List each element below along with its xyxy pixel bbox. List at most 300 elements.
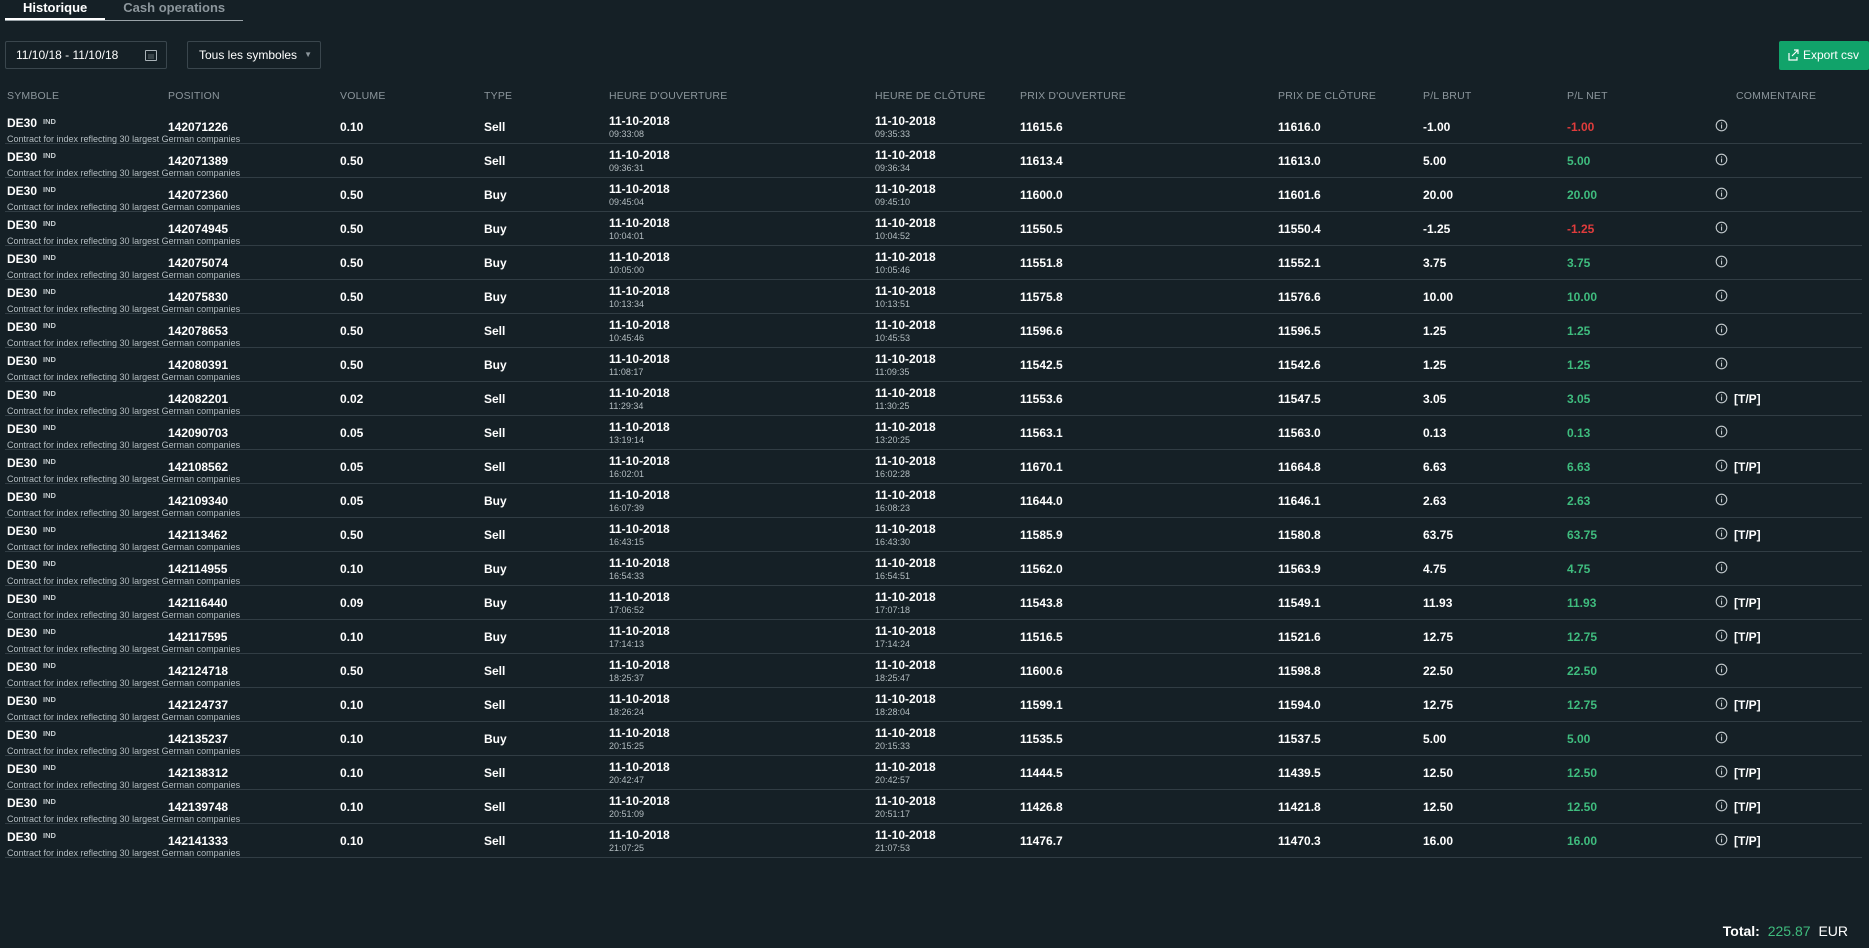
open-time: 16:43:15 [609, 537, 645, 547]
close-price: 11596.5 [1278, 324, 1321, 338]
chevron-down-icon: ▼ [304, 50, 312, 59]
close-price: 11550.4 [1278, 222, 1321, 236]
volume: 0.50 [340, 256, 364, 270]
symbol-tag: IND [43, 457, 56, 466]
info-icon[interactable] [1715, 119, 1728, 132]
open-time: 10:05:00 [609, 265, 645, 275]
open-time: 11:29:34 [609, 401, 644, 411]
open-time: 16:02:01 [609, 469, 645, 479]
close-time-cell [875, 216, 936, 241]
trade-type: Sell [484, 460, 506, 474]
trade-type: Sell [484, 698, 506, 712]
open-time: 17:14:13 [609, 639, 645, 649]
table-row[interactable] [5, 110, 1862, 144]
info-icon[interactable] [1715, 561, 1728, 574]
open-time: 20:42:47 [609, 775, 645, 785]
calendar-icon[interactable] [145, 50, 157, 61]
gross-pl: 1.25 [1423, 324, 1447, 338]
volume: 0.50 [340, 324, 364, 338]
net-pl: 1.25 [1567, 324, 1591, 338]
close-price: 11646.1 [1278, 494, 1321, 508]
open-date: 11-10-2018 [609, 420, 670, 434]
symbol-tag: IND [43, 321, 56, 330]
close-price: 11439.5 [1278, 766, 1321, 780]
trade-type: Buy [484, 256, 507, 270]
comment: [T/P] [1734, 392, 1761, 406]
table-row[interactable] [5, 178, 1862, 212]
table-row[interactable] [5, 552, 1862, 586]
symbol-description: Contract for index reflecting 30 largest German companies [7, 338, 241, 348]
gross-pl: 11.93 [1423, 596, 1453, 610]
open-price: 11615.6 [1020, 120, 1063, 134]
symbol-tag: IND [43, 729, 56, 738]
info-icon[interactable] [1715, 663, 1728, 676]
table-row[interactable] [5, 688, 1862, 722]
symbol-description: Contract for index reflecting 30 largest German companies [7, 780, 241, 790]
trade-type: Buy [484, 562, 507, 576]
open-time-cell [609, 828, 670, 853]
volume: 0.10 [340, 800, 364, 814]
gross-pl: -1.25 [1423, 222, 1451, 236]
open-date: 11-10-2018 [609, 828, 670, 842]
open-price: 11516.5 [1020, 630, 1063, 644]
info-icon[interactable] [1715, 697, 1728, 710]
symbol-description: Contract for index reflecting 30 largest German companies [7, 542, 241, 552]
info-icon[interactable] [1715, 459, 1728, 472]
close-time: 20:51:17 [875, 809, 911, 819]
symbol-description: Contract for index reflecting 30 largest German companies [7, 474, 241, 484]
open-date: 11-10-2018 [609, 658, 670, 672]
net-pl: 5.00 [1567, 732, 1591, 746]
close-date: 11-10-2018 [875, 828, 936, 842]
open-time-cell [609, 386, 670, 411]
gross-pl: 12.50 [1423, 800, 1454, 814]
close-price: 11613.0 [1278, 154, 1321, 168]
position-id: 142141333 [168, 834, 229, 848]
position-id: 142117595 [168, 630, 228, 644]
trade-type: Buy [484, 358, 507, 372]
close-time-cell [875, 352, 936, 377]
close-date: 11-10-2018 [875, 692, 936, 706]
trade-type: Sell [484, 834, 506, 848]
symbol-tag: IND [43, 185, 56, 194]
symbol-name: DE30 [7, 762, 38, 776]
close-date: 11-10-2018 [875, 454, 936, 468]
tab-bar [5, 0, 243, 21]
symbol-name: DE30 [7, 490, 38, 504]
close-date: 11-10-2018 [875, 114, 936, 128]
open-price: 11575.8 [1020, 290, 1063, 304]
header-close-time[interactable]: HEURE DE CLÔTURE [875, 90, 986, 102]
table-row[interactable] [5, 824, 1862, 858]
table-header [0, 84, 1862, 106]
net-pl: 11.93 [1567, 596, 1597, 610]
close-time: 16:43:30 [875, 537, 911, 547]
open-price: 11562.0 [1020, 562, 1063, 576]
symbol-tag: IND [43, 491, 56, 500]
table-row[interactable] [5, 722, 1862, 756]
close-date: 11-10-2018 [875, 352, 936, 366]
open-date: 11-10-2018 [609, 726, 670, 740]
total-summary [1723, 923, 1848, 939]
close-time: 09:36:34 [875, 163, 911, 173]
volume: 0.09 [340, 596, 364, 610]
close-price: 11542.6 [1278, 358, 1321, 372]
close-time-cell [875, 726, 936, 751]
trade-type: Sell [484, 392, 506, 406]
open-date: 11-10-2018 [609, 522, 670, 536]
comment: [T/P] [1734, 630, 1761, 644]
info-icon[interactable] [1715, 493, 1728, 506]
volume: 0.10 [340, 732, 364, 746]
volume: 0.50 [340, 664, 364, 678]
symbol-description: Contract for index reflecting 30 largest German companies [7, 406, 241, 416]
open-price: 11551.8 [1020, 256, 1063, 270]
position-id: 142072360 [168, 188, 229, 202]
open-date: 11-10-2018 [609, 692, 670, 706]
volume: 0.50 [340, 154, 364, 168]
net-pl: -1.00 [1567, 120, 1595, 134]
open-time-cell [609, 454, 670, 479]
symbol-name: DE30 [7, 218, 38, 232]
open-time-cell [609, 284, 670, 309]
position-id: 142114955 [168, 562, 228, 576]
close-time-cell [875, 488, 936, 513]
symbol-name: DE30 [7, 728, 38, 742]
open-time: 21:07:25 [609, 843, 645, 853]
symbol-description: Contract for index reflecting 30 largest German companies [7, 610, 241, 620]
header-type[interactable]: TYPE [484, 90, 513, 102]
trade-type: Sell [484, 426, 506, 440]
table-row[interactable] [5, 212, 1862, 246]
gross-pl: 2.63 [1423, 494, 1447, 508]
close-price: 11537.5 [1278, 732, 1321, 746]
close-time-cell [875, 386, 936, 411]
info-icon[interactable] [1715, 629, 1728, 642]
close-time: 09:45:10 [875, 197, 911, 207]
open-date: 11-10-2018 [609, 216, 670, 230]
open-date: 11-10-2018 [609, 386, 670, 400]
open-time: 09:36:31 [609, 163, 645, 173]
table-row[interactable] [5, 518, 1862, 552]
open-price: 11600.0 [1020, 188, 1063, 202]
position-id: 142075074 [168, 256, 229, 270]
close-time: 11:30:25 [875, 401, 910, 411]
symbol-tag: IND [43, 831, 56, 840]
open-time: 17:06:52 [609, 605, 645, 615]
close-time: 09:35:33 [875, 129, 911, 139]
table-row[interactable] [5, 586, 1862, 620]
table-row[interactable] [5, 654, 1862, 688]
open-price: 11613.4 [1020, 154, 1063, 168]
close-price: 11552.1 [1278, 256, 1321, 270]
open-time: 20:15:25 [609, 741, 645, 751]
symbol-tag: IND [43, 627, 56, 636]
gross-pl: 4.75 [1423, 562, 1447, 576]
gross-pl: 3.05 [1423, 392, 1447, 406]
header-gross-pl[interactable]: P/L BRUT [1423, 90, 1472, 102]
table-row[interactable] [5, 620, 1862, 654]
open-price: 11600.6 [1020, 664, 1063, 678]
header-open-price[interactable]: PRIX D'OUVERTURE [1020, 90, 1126, 102]
close-time: 20:42:57 [875, 775, 911, 785]
table-row[interactable] [5, 790, 1862, 824]
table-body [0, 110, 1862, 858]
table-row[interactable] [5, 246, 1862, 280]
open-date: 11-10-2018 [609, 454, 670, 468]
open-time: 18:25:37 [609, 673, 645, 683]
close-date: 11-10-2018 [875, 318, 936, 332]
symbol-tag: IND [43, 287, 56, 296]
gross-pl: 10.00 [1423, 290, 1454, 304]
symbol-name: DE30 [7, 660, 38, 674]
symbol-description: Contract for index reflecting 30 largest German companies [7, 168, 241, 178]
close-price: 11547.5 [1278, 392, 1321, 406]
close-price: 11576.6 [1278, 290, 1321, 304]
table-row[interactable] [5, 450, 1862, 484]
gross-pl: 3.75 [1423, 256, 1447, 270]
net-pl: 1.25 [1567, 358, 1591, 372]
close-date: 11-10-2018 [875, 624, 936, 638]
info-icon[interactable] [1715, 833, 1728, 846]
symbol-name: DE30 [7, 626, 38, 640]
gross-pl: 12.50 [1423, 766, 1454, 780]
symbol-description: Contract for index reflecting 30 largest German companies [7, 644, 241, 654]
table-row[interactable] [5, 280, 1862, 314]
open-time: 16:07:39 [609, 503, 645, 513]
info-icon[interactable] [1715, 323, 1728, 336]
info-icon[interactable] [1715, 527, 1728, 540]
close-date: 11-10-2018 [875, 182, 936, 196]
open-time: 18:26:24 [609, 707, 645, 717]
open-time-cell [609, 250, 670, 275]
close-time-cell [875, 182, 936, 207]
close-time: 18:25:47 [875, 673, 911, 683]
gross-pl: 12.75 [1423, 630, 1454, 644]
open-date: 11-10-2018 [609, 182, 670, 196]
position-id: 142075830 [168, 290, 229, 304]
info-icon[interactable] [1715, 595, 1728, 608]
close-time-cell [875, 420, 936, 445]
header-volume[interactable]: VOLUME [340, 90, 386, 102]
close-date: 11-10-2018 [875, 386, 936, 400]
open-time: 10:45:46 [609, 333, 645, 343]
header-symbol[interactable]: SYMBOLE [7, 90, 60, 102]
tab-historique[interactable]: Historique [5, 0, 105, 20]
comment: [T/P] [1734, 834, 1761, 848]
trade-type: Buy [484, 188, 507, 202]
position-id: 142074945 [168, 222, 229, 236]
open-price: 11426.8 [1020, 800, 1063, 814]
open-time: 10:04:01 [609, 231, 645, 241]
symbol-name: DE30 [7, 456, 38, 470]
header-position[interactable]: POSITION [168, 90, 220, 102]
symbol-description: Contract for index reflecting 30 largest German companies [7, 508, 241, 518]
volume: 0.05 [340, 494, 364, 508]
open-time-cell [609, 318, 670, 343]
info-icon[interactable] [1715, 391, 1728, 404]
header-open-time[interactable]: HEURE D'OUVERTURE [609, 90, 728, 102]
symbol-name: DE30 [7, 694, 38, 708]
volume: 0.02 [340, 392, 364, 406]
open-date: 11-10-2018 [609, 794, 670, 808]
open-price: 11535.5 [1020, 732, 1063, 746]
symbol-name: DE30 [7, 422, 38, 436]
volume: 0.10 [340, 834, 364, 848]
export-csv-label: Export csv [1803, 48, 1860, 62]
position-id: 142071226 [168, 120, 229, 134]
open-price: 11543.8 [1020, 596, 1063, 610]
symbol-name: DE30 [7, 830, 38, 844]
gross-pl: 0.13 [1423, 426, 1447, 440]
header-net-pl[interactable]: P/L NET [1567, 90, 1608, 102]
gross-pl: 12.75 [1423, 698, 1454, 712]
position-id: 142116440 [168, 596, 228, 610]
open-time-cell [609, 760, 670, 785]
close-time-cell [875, 148, 936, 173]
trade-type: Buy [484, 596, 507, 610]
info-icon[interactable] [1715, 425, 1728, 438]
net-pl: 12.50 [1567, 800, 1598, 814]
symbol-filter-select[interactable] [187, 41, 321, 69]
open-date: 11-10-2018 [609, 590, 670, 604]
gross-pl: 16.00 [1423, 834, 1454, 848]
open-time-cell [609, 114, 670, 139]
export-csv-button[interactable] [1779, 41, 1869, 70]
position-id: 142124718 [168, 664, 229, 678]
close-time: 21:07:53 [875, 843, 911, 853]
info-icon[interactable] [1715, 799, 1728, 812]
open-price: 11444.5 [1020, 766, 1063, 780]
close-price: 11470.3 [1278, 834, 1321, 848]
close-time: 16:08:23 [875, 503, 911, 513]
gross-pl: 6.63 [1423, 460, 1447, 474]
symbol-tag: IND [43, 797, 56, 806]
symbol-tag: IND [43, 525, 56, 534]
trade-type: Sell [484, 120, 506, 134]
gross-pl: 1.25 [1423, 358, 1447, 372]
header-close-price[interactable]: PRIX DE CLÔTURE [1278, 90, 1377, 102]
net-pl: 20.00 [1567, 188, 1598, 202]
close-price: 11664.8 [1278, 460, 1321, 474]
position-id: 142080391 [168, 358, 229, 372]
open-time-cell [609, 420, 670, 445]
total-currency: EUR [1818, 923, 1848, 939]
close-time: 20:15:33 [875, 741, 911, 751]
close-date: 11-10-2018 [875, 284, 936, 298]
trade-type: Sell [484, 800, 506, 814]
volume: 0.10 [340, 562, 364, 576]
open-price: 11596.6 [1020, 324, 1063, 338]
close-time-cell [875, 624, 936, 649]
open-price: 11585.9 [1020, 528, 1063, 542]
info-icon[interactable] [1715, 289, 1728, 302]
table-row[interactable] [5, 314, 1862, 348]
open-date: 11-10-2018 [609, 488, 670, 502]
table-row[interactable] [5, 484, 1862, 518]
symbol-description: Contract for index reflecting 30 largest German companies [7, 236, 241, 246]
info-icon[interactable] [1715, 357, 1728, 370]
table-row[interactable] [5, 348, 1862, 382]
close-date: 11-10-2018 [875, 726, 936, 740]
open-time-cell [609, 488, 670, 513]
open-time-cell [609, 522, 670, 547]
trade-type: Sell [484, 154, 506, 168]
info-icon[interactable] [1715, 187, 1728, 200]
info-icon[interactable] [1715, 731, 1728, 744]
close-price: 11616.0 [1278, 120, 1321, 134]
date-range-picker[interactable] [5, 41, 167, 69]
symbol-name: DE30 [7, 388, 38, 402]
position-id: 142090703 [168, 426, 229, 440]
position-id: 142113462 [168, 528, 228, 542]
net-pl: -1.25 [1567, 222, 1595, 236]
open-time-cell [609, 692, 670, 717]
trade-type: Sell [484, 324, 506, 338]
table-row[interactable] [5, 144, 1862, 178]
open-time-cell [609, 556, 670, 581]
close-time-cell [875, 760, 936, 785]
symbol-name: DE30 [7, 252, 38, 266]
table-row[interactable] [5, 756, 1862, 790]
info-icon[interactable] [1715, 221, 1728, 234]
open-time: 20:51:09 [609, 809, 645, 819]
symbol-tag: IND [43, 423, 56, 432]
gross-pl: 5.00 [1423, 732, 1447, 746]
net-pl: 12.75 [1567, 698, 1598, 712]
volume: 0.50 [340, 290, 364, 304]
symbol-name: DE30 [7, 558, 38, 572]
close-time: 17:14:24 [875, 639, 911, 649]
close-time-cell [875, 556, 936, 581]
close-time: 11:09:35 [875, 367, 910, 377]
gross-pl: 5.00 [1423, 154, 1447, 168]
table-row[interactable] [5, 382, 1862, 416]
trade-type: Sell [484, 664, 506, 678]
tab-cash-operations[interactable]: Cash operations [123, 0, 226, 15]
open-time-cell [609, 148, 670, 173]
trade-type: Sell [484, 766, 506, 780]
open-price: 11550.5 [1020, 222, 1063, 236]
position-id: 142138312 [168, 766, 229, 780]
net-pl: 6.63 [1567, 460, 1591, 474]
symbol-name: DE30 [7, 150, 38, 164]
symbol-tag: IND [43, 389, 56, 398]
open-date: 11-10-2018 [609, 318, 670, 332]
close-price: 11598.8 [1278, 664, 1321, 678]
header-comment[interactable]: COMMENTAIRE [1736, 90, 1817, 102]
trade-type: Sell [484, 528, 506, 542]
info-icon[interactable] [1715, 765, 1728, 778]
close-date: 11-10-2018 [875, 556, 936, 570]
close-time: 10:04:52 [875, 231, 911, 241]
open-date: 11-10-2018 [609, 284, 670, 298]
table-row[interactable] [5, 416, 1862, 450]
info-icon[interactable] [1715, 153, 1728, 166]
volume: 0.10 [340, 698, 364, 712]
open-date: 11-10-2018 [609, 352, 670, 366]
open-price: 11542.5 [1020, 358, 1063, 372]
close-date: 11-10-2018 [875, 216, 936, 230]
open-date: 11-10-2018 [609, 556, 670, 570]
info-icon[interactable] [1715, 255, 1728, 268]
close-time: 18:28:04 [875, 707, 911, 717]
symbol-name: DE30 [7, 592, 38, 606]
open-time: 10:13:34 [609, 299, 645, 309]
comment: [T/P] [1734, 766, 1761, 780]
position-id: 142139748 [168, 800, 229, 814]
close-price: 11580.8 [1278, 528, 1321, 542]
